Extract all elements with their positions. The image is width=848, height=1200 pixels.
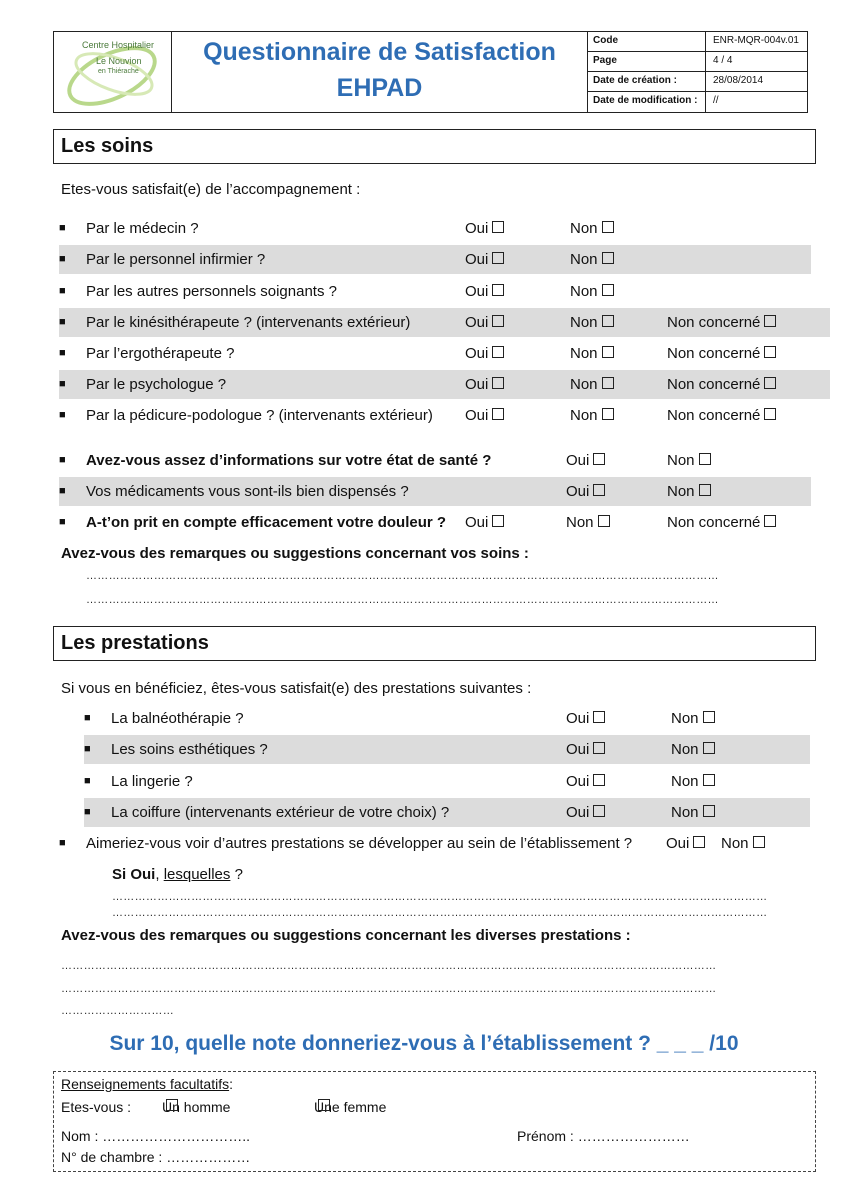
meta-row-created: Date de création : 28/08/2014 — [588, 72, 808, 92]
prestation-row: ■ La coiffure (intervenants extérieur de votre choix) ? Oui Non — [84, 798, 810, 827]
soins-remarks-line-1[interactable]: …………………………………………………………………………………………………………………………………………………… — [86, 570, 719, 582]
checkbox-icon — [593, 774, 605, 786]
checkbox-icon — [492, 515, 504, 527]
title-cell — [172, 32, 588, 112]
logo-text-3: en Thiérache — [98, 68, 139, 75]
oui-checkbox[interactable]: Oui — [465, 370, 504, 399]
non-checkbox[interactable]: Non — [570, 401, 614, 430]
checkbox-icon — [492, 252, 504, 264]
non-checkbox[interactable]: Non — [671, 798, 715, 827]
prestation-row: ■ La lingerie ? Oui Non — [84, 767, 810, 796]
oui-checkbox[interactable]: Oui — [465, 308, 504, 337]
oui-checkbox[interactable]: Oui — [465, 245, 504, 274]
soins-row: ■ Par le personnel infirmier ? Oui Non — [59, 245, 811, 274]
oui-checkbox[interactable]: Oui — [566, 798, 605, 827]
logo-text-1: Centre Hospitalier — [82, 40, 155, 50]
checkbox-icon — [593, 805, 605, 817]
checkbox-icon — [699, 484, 711, 496]
logo-text-2: Le Nouvion — [96, 56, 142, 66]
non-checkbox[interactable]: Non — [667, 446, 711, 475]
non-checkbox[interactable]: Non — [566, 508, 610, 537]
chambre-field[interactable]: N° de chambre : ……………… — [61, 1149, 251, 1165]
checkbox-icon — [492, 346, 504, 358]
checkbox-icon — [166, 1099, 178, 1111]
checkbox-icon — [753, 836, 765, 848]
checkbox-icon — [602, 252, 614, 264]
gender-label: Etes-vous : — [61, 1099, 132, 1115]
document-header — [53, 31, 808, 113]
doc-meta-table — [588, 32, 808, 112]
non-checkbox[interactable]: Non — [671, 735, 715, 764]
non-concerne-checkbox[interactable]: Non concerné — [667, 308, 776, 337]
si-oui-line-2[interactable]: ………………………………………………………………………………………………………………………………………………………… — [112, 907, 768, 919]
checkbox-icon — [598, 515, 610, 527]
prestations-remarks-label: Avez-vous des remarques ou suggestions concernant les diverses prestations : — [61, 927, 631, 944]
section-title-prestations: Les prestations — [53, 626, 816, 661]
checkbox-icon — [492, 221, 504, 233]
checkbox-icon — [764, 408, 776, 420]
soins-intro: Etes-vous satisfait(e) de l’accompagnement : — [61, 181, 361, 198]
soins-remarks-line-2[interactable]: …………………………………………………………………………………………………………………………………………………… — [86, 594, 719, 606]
optional-info-box: Renseignements facultatifs : Etes-vous : Un homme Une femme Nom : ………………………….. Prénom : …………………… N° de chambre : ……………… — [53, 1071, 816, 1172]
checkbox-icon — [593, 742, 605, 754]
nom-field[interactable]: Nom : ………………………….. — [61, 1128, 251, 1144]
oui-checkbox[interactable]: Oui — [566, 704, 605, 733]
checkbox-icon — [492, 284, 504, 296]
non-concerne-checkbox[interactable]: Non concerné — [667, 339, 776, 368]
checkbox-icon — [602, 221, 614, 233]
non-concerne-checkbox[interactable]: Non concerné — [667, 370, 776, 399]
soins-row: ■ Par les autres personnels soignants ? Oui Non — [59, 277, 811, 306]
checkbox-icon — [764, 346, 776, 358]
checkbox-icon — [593, 484, 605, 496]
oui-checkbox[interactable]: Oui — [566, 477, 605, 506]
page-title: Questionnaire de Satisfaction — [203, 38, 556, 66]
non-checkbox[interactable]: Non — [570, 214, 614, 243]
non-checkbox[interactable]: Non — [570, 370, 614, 399]
prestation-row: ■ Aimeriez-vous voir d’autres prestations se développer au sein de l’établissement ? Oui Non — [59, 829, 811, 858]
checkbox-icon — [764, 315, 776, 327]
soins-row: ■ Par l’ergothérapeute ? Oui Non Non concerné — [59, 339, 830, 368]
soins-row: ■ Par le kinésithérapeute ? (intervenants extérieur) Oui Non Non concerné — [59, 308, 830, 337]
oui-checkbox[interactable]: Oui — [465, 339, 504, 368]
non-checkbox[interactable]: Non — [721, 829, 765, 858]
non-concerne-checkbox[interactable]: Non concerné — [667, 401, 776, 430]
oui-checkbox[interactable]: Oui — [465, 508, 504, 537]
checkbox-icon — [602, 408, 614, 420]
checkbox-icon — [699, 453, 711, 465]
oui-checkbox[interactable]: Oui — [465, 214, 504, 243]
oui-checkbox[interactable]: Oui — [566, 767, 605, 796]
rating-question: Sur 10, quelle note donneriez-vous à l’établissement ? _ _ _ /10 — [109, 1032, 739, 1055]
soins-row: ■ Par le médecin ? Oui Non — [59, 214, 811, 243]
meta-row-modified: Date de modification : // — [588, 92, 808, 112]
hospital-logo — [54, 32, 172, 112]
prestations-intro: Si vous en bénéficiez, êtes-vous satisfait(e) des prestations suivantes : — [61, 680, 532, 697]
si-oui-question: Si Oui, lesquelles ? — [112, 866, 243, 883]
non-checkbox[interactable]: Non — [570, 308, 614, 337]
prenom-field[interactable]: Prénom : …………………… — [517, 1128, 690, 1144]
oui-checkbox[interactable]: Oui — [666, 829, 705, 858]
meta-row-page: Page 4 / 4 — [588, 52, 808, 72]
checkbox-icon — [703, 774, 715, 786]
soins-remarks-label: Avez-vous des remarques ou suggestions concernant vos soins : — [61, 545, 529, 562]
meta-row-code: Code ENR-MQR-004v.01 — [588, 32, 808, 52]
non-checkbox[interactable]: Non — [570, 277, 614, 306]
checkbox-icon — [703, 805, 715, 817]
checkbox-icon — [703, 711, 715, 723]
checkbox-icon — [693, 836, 705, 848]
non-checkbox[interactable]: Non — [570, 339, 614, 368]
checkbox-icon — [602, 346, 614, 358]
page-subtitle: EHPAD — [336, 74, 423, 102]
prestations-remarks-line-2[interactable]: ………………………………………………………………………………………………………………………………………………………… — [61, 983, 717, 995]
soins-row: ■ A-t’on prit en compte efficacement votre douleur ? Oui Non Non concerné — [59, 508, 830, 537]
checkbox-icon — [492, 315, 504, 327]
section-title-soins: Les soins — [53, 129, 816, 164]
prestations-remarks-line-1[interactable]: ………………………………………………………………………………………………………………………………………………………… — [61, 960, 717, 972]
checkbox-icon — [764, 515, 776, 527]
si-oui-line-1[interactable]: ………………………………………………………………………………………………………………………………………………………… — [112, 891, 768, 903]
checkbox-icon — [703, 742, 715, 754]
checkbox-icon — [593, 711, 605, 723]
checkbox-icon — [602, 284, 614, 296]
soins-row: ■ Avez-vous assez d’informations sur votre état de santé ? Oui Non — [59, 446, 811, 475]
optional-info-title: Renseignements facultatifs : — [61, 1076, 233, 1092]
oui-checkbox[interactable]: Oui — [566, 446, 605, 475]
soins-row: ■ Par le psychologue ? Oui Non Non concerné — [59, 370, 830, 399]
checkbox-icon — [602, 315, 614, 327]
soins-row: ■ Par la pédicure-podologue ? (intervenants extérieur) Oui Non Non concerné — [59, 401, 830, 430]
non-concerne-checkbox[interactable]: Non concerné — [667, 508, 776, 537]
oui-checkbox[interactable]: Oui — [465, 401, 504, 430]
non-checkbox[interactable]: Non — [667, 477, 711, 506]
non-checkbox[interactable]: Non — [671, 767, 715, 796]
checkbox-icon — [492, 408, 504, 420]
checkbox-icon — [602, 377, 614, 389]
non-checkbox[interactable]: Non — [671, 704, 715, 733]
soins-row: ■ Vos médicaments vous sont-ils bien dispensés ? Oui Non — [59, 477, 811, 506]
prestation-row: ■ Les soins esthétiques ? Oui Non — [84, 735, 810, 764]
prestations-remarks-line-3[interactable]: ………………………… — [61, 1005, 174, 1017]
oui-checkbox[interactable]: Oui — [566, 735, 605, 764]
checkbox-icon — [318, 1099, 330, 1111]
checkbox-icon — [492, 377, 504, 389]
prestation-row: ■ La balnéothérapie ? Oui Non — [84, 704, 810, 733]
checkbox-icon — [593, 453, 605, 465]
non-checkbox[interactable]: Non — [570, 245, 614, 274]
checkbox-icon — [764, 377, 776, 389]
oui-checkbox[interactable]: Oui — [465, 277, 504, 306]
